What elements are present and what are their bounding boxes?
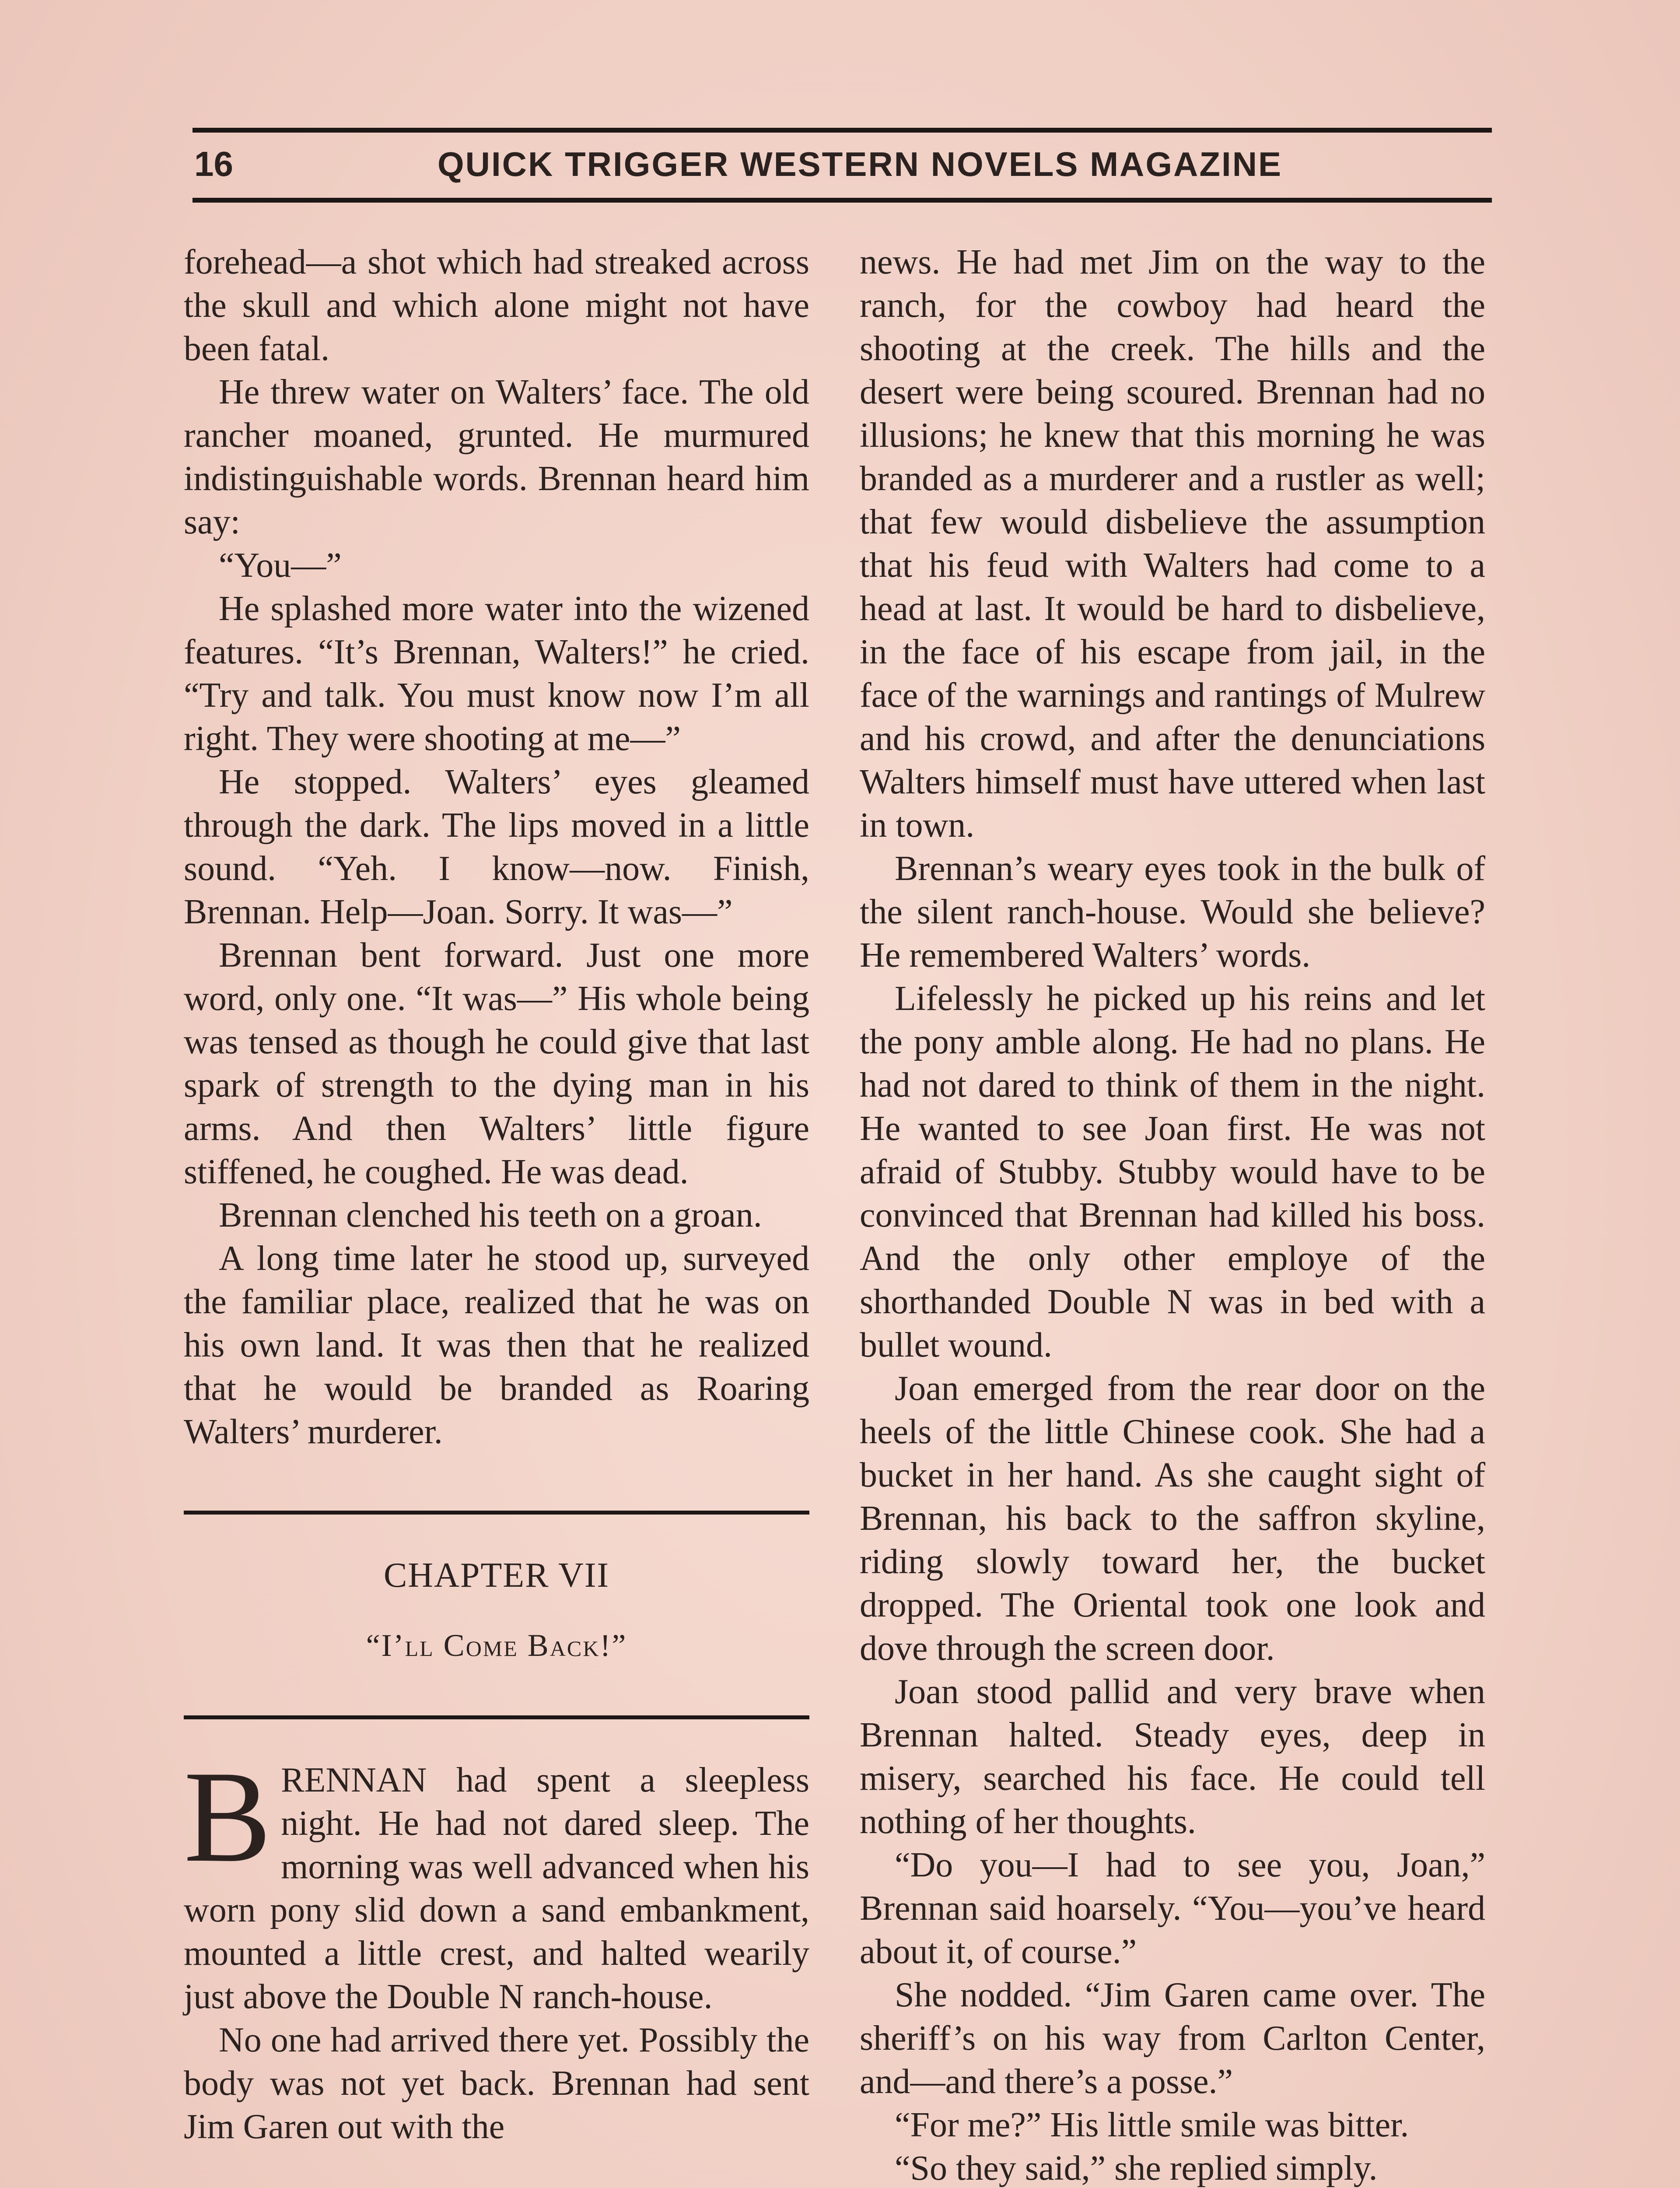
opening-text: RENNAN had spent a sleepless night. He had not dared sleep. The morning was well advanced when his worn pony slid down a sand embankment, mounted a little crest, and halted wearily just above the Double N ranch-house. xyxy=(184,1761,809,2016)
paragraph: “For me?” His little smile was bitter. xyxy=(895,2106,1409,2144)
paragraph: No one had arrived there yet. Possibly the body was not yet back. Brennan had sent Jim Garen out with the xyxy=(184,2021,809,2146)
paragraph: Brennan bent forward. Just one more word, only one. “It was—” His whole being was tensed as though he could give that last spark of strength to the dying man in his arms. And then Walters’ little figure stiffened, he coughed. He was dead. xyxy=(184,936,809,1191)
chapter-opening-paragraph xyxy=(184,1744,809,2019)
chapter-title: “I’ll Come Back!” xyxy=(366,1628,627,1663)
paragraph: Brennan clenched his teeth on a groan. xyxy=(219,1196,762,1234)
drop-cap: B xyxy=(184,1744,272,1889)
magazine-title: QUICK TRIGGER WESTERN NOVELS MAGAZINE xyxy=(438,144,1283,183)
page-header xyxy=(192,131,1492,197)
chapter-heading: CHAPTER VII xyxy=(383,1556,610,1595)
paragraph: “You—” xyxy=(219,546,342,585)
paragraph: He splashed more water into the wizened features. “It’s Brennan, Walters!” he cried. “Try and talk. You must know now I’m all right. They were shooting at me—” xyxy=(184,589,809,758)
right-column xyxy=(860,241,1485,2188)
left-column xyxy=(184,241,809,2149)
paragraph: She nodded. “Jim Garen came over. The sheriff’s on his way from Carlton Center, and—and there’s a posse.” xyxy=(860,1976,1485,2101)
chapter-bottom-rule xyxy=(184,1715,809,1719)
paragraph: “Do you—I had to see you, Joan,” Brennan said hoarsely. “You—you’ve heard about it, of course.” xyxy=(860,1846,1485,1971)
header-bottom-rule xyxy=(192,198,1492,203)
paragraph: A long time later he stood up, surveyed the familiar place, realized that he was on his own land. It was then that he realized that he would be branded as Roaring Walters’ murderer. xyxy=(184,1239,809,1451)
chapter-top-rule xyxy=(184,1511,809,1515)
paragraph: He stopped. Walters’ eyes gleamed through the dark. The lips moved in a little sound. “Yeh. I know—now. Finish, Brennan. Help—Joan. Sorry. It was—” xyxy=(184,763,809,931)
paragraph: news. He had met Jim on the way to the ranch, for the cowboy had heard the shooting at the creek. The hills and the desert were being scoured. Brennan had no illusions; he knew that this morning he was branded as a murderer and a rustler as well; that few would disbelieve the assumption that his feud with Walters had come to a head at last. It would be hard to disbelieve, in the face of his escape from jail, in the face of the warnings and rantings of Mulrew and his crowd, and after the denunciations Walters himself must have uttered when last in town. xyxy=(860,243,1485,845)
paragraph: forehead—a shot which had streaked across the skull and which alone might not have been fatal. xyxy=(184,243,809,368)
paragraph: “So they said,” she replied simply. xyxy=(895,2149,1378,2188)
paragraph: Joan stood pallid and very brave when Brennan halted. Steady eyes, deep in misery, searched his face. He could tell nothing of her thoughts. xyxy=(860,1673,1485,1841)
page-number: 16 xyxy=(194,144,233,183)
chapter-break xyxy=(184,1511,809,1719)
paragraph: He threw water on Walters’ face. The old rancher moaned, grunted. He murmured indistinguishable words. Brennan heard him say: xyxy=(184,373,809,541)
paragraph: Brennan’s weary eyes took in the bulk of the silent ranch-house. Would she believe? He remembered Walters’ words. xyxy=(860,849,1485,975)
paragraph: Lifelessly he picked up his reins and let the pony amble along. He had no plans. He had not dared to think of them in the night. He wanted to see Joan first. He was not afraid of Stubby. Stubby would have to be convinced that Brennan had killed his boss. And the only other employe of the shorthanded Double N was in bed with a bullet wound. xyxy=(860,979,1485,1364)
paragraph: Joan emerged from the rear door on the heels of the little Chinese cook. She had a bucket in her hand. As she caught sight of Brennan, his back to the saffron skyline, riding slowly toward her, the bucket dropped. The Oriental took one look and dove through the screen door. xyxy=(860,1369,1485,1668)
